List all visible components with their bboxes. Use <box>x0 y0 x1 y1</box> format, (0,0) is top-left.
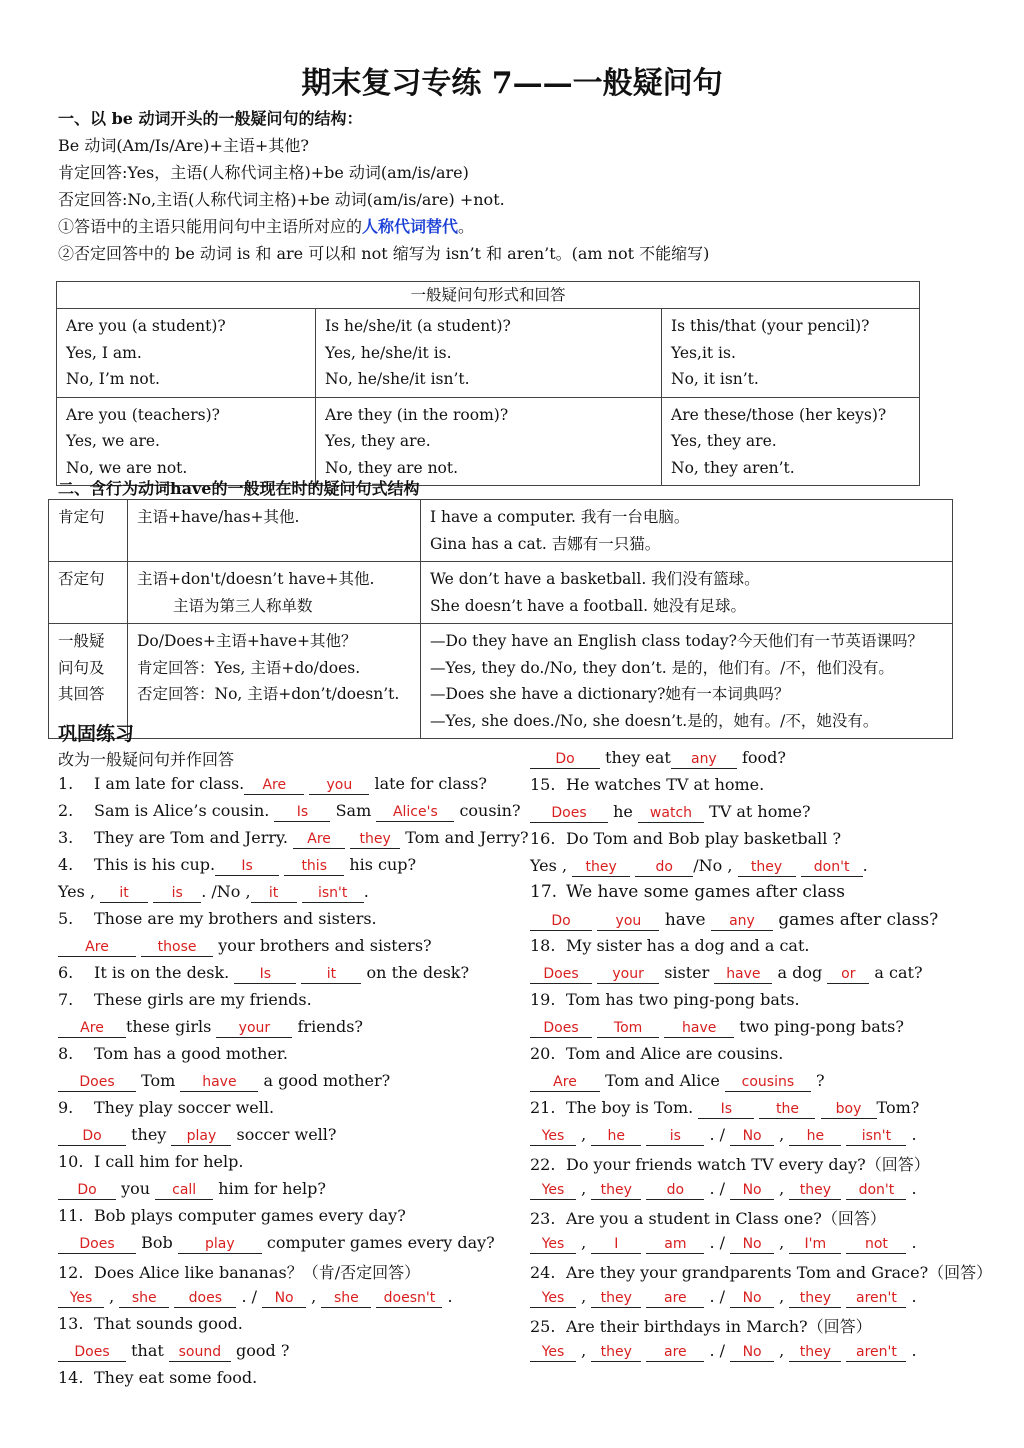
question-22: 22. Do your friends watch TV every day?（回答） <box>530 1155 930 1174</box>
answer-blank[interactable]: Yes <box>58 1289 104 1308</box>
question-20: 20. Tom and Alice are cousins. <box>530 1044 784 1063</box>
question-23: 23. Are you a student in Class one?（回答） <box>530 1209 886 1228</box>
section1-heading: 一、以 be 动词开头的一般疑问句的结构： <box>58 109 363 128</box>
answer-line-25: Yes , they are . / No , they aren't . <box>530 1341 917 1362</box>
table-cell: Is he/she/it (a student)? Yes, he/she/it is. No, he/she/it isn’t. <box>316 309 662 398</box>
answer-line-23: Yes , I am . / No , I'm not . <box>530 1233 917 1254</box>
question-11: 11. Bob plays computer games every day? <box>58 1206 406 1225</box>
be-question-table <box>56 281 920 486</box>
answer-line-17: Do you have any games after class? <box>530 910 938 931</box>
answer-blank[interactable]: they <box>591 1289 641 1308</box>
note-text: ①答语中的主语只能用问句中主语所对应的 <box>58 217 363 236</box>
answer-blank[interactable]: Does <box>530 1019 592 1038</box>
question-7: 7. These girls are my friends. <box>58 990 312 1009</box>
have-question-table <box>48 499 953 739</box>
answer-blank[interactable]: are <box>646 1289 704 1308</box>
answer-blank[interactable]: Yes <box>530 1181 576 1200</box>
answer-line-11: Does Bob play computer games every day? <box>58 1233 495 1254</box>
answer-blank[interactable]: he <box>789 1127 841 1146</box>
answer-blank[interactable]: you <box>597 912 659 931</box>
answer-blank[interactable]: it <box>251 884 297 903</box>
question-4: 4. This is his cup. Is this his cup? <box>58 855 417 874</box>
answer-blank[interactable]: the <box>759 1100 815 1119</box>
answer-blank[interactable]: he <box>591 1127 641 1146</box>
question-1: 1. I am late for class. Are you late for class? <box>58 774 487 793</box>
answer-blank[interactable]: they <box>738 858 796 877</box>
table-cell: —Do they have an English class today?今天他们有一节英语课吗？ —Yes, they do./No, they don’t. 是的，他们有。/不，他们没有。 —Does she have a dictionary?她有一本词典吗？ —Yes, she does./No, she doesn’t.是的，她有。/不，她没有。 <box>421 624 953 739</box>
question-9: 9. They play soccer well. <box>58 1098 275 1117</box>
answer-blank[interactable]: Is <box>215 857 279 876</box>
answer-blank[interactable]: play <box>171 1127 231 1146</box>
question-18: 18. My sister has a dog and a cat. <box>530 936 810 955</box>
question-10: 10. I call him for help. <box>58 1152 244 1171</box>
table-cell: Is this/that (your pencil)? Yes,it is. No, it isn’t. <box>662 309 920 398</box>
note-highlight: 人称代词替代 <box>362 217 459 236</box>
answer-blank[interactable]: Yes <box>530 1127 576 1146</box>
rule-line: Be 动词(Am/Is/Are)+主语+其他? <box>58 136 309 155</box>
answer-blank[interactable]: Is <box>234 965 296 984</box>
answer-line-7: Are these girls your friends? <box>58 1017 363 1038</box>
question-5: 5. Those are my brothers and sisters. <box>58 909 377 928</box>
answer-blank[interactable]: they <box>350 830 400 849</box>
answer-blank[interactable]: isn't <box>302 884 364 903</box>
table-cell: 主语+don't/doesn’t have+其他. 主语为第三人称单数 <box>128 562 421 624</box>
answer-blank[interactable]: Does <box>530 804 608 823</box>
answer-blank[interactable]: Are <box>244 776 304 795</box>
answer-blank[interactable]: doesn't <box>376 1289 442 1308</box>
answer-blank[interactable]: Yes <box>530 1343 576 1362</box>
answer-line-10: Do you call him for help? <box>58 1179 326 1200</box>
question-17: 17. We have some games after class <box>530 882 845 902</box>
question-24: 24. Are they your grandparents Tom and Grace?（回答） <box>530 1263 993 1282</box>
answer-blank[interactable]: Tom <box>597 1019 659 1038</box>
answer-blank[interactable]: cousins <box>725 1073 811 1092</box>
answer-blank[interactable]: she <box>119 1289 169 1308</box>
answer-blank[interactable]: Does <box>530 965 592 984</box>
answer-blank[interactable]: am <box>646 1235 704 1254</box>
answer-blank[interactable]: your <box>597 965 659 984</box>
rule-line: 肯定回答:Yes，主语(人称代词主格)+be 动词(am/is/are) <box>58 163 469 182</box>
answer-blank[interactable]: they <box>572 858 630 877</box>
question-3: 3. They are Tom and Jerry. Are they Tom and Jerry? <box>58 828 529 847</box>
answer-blank[interactable]: is <box>153 884 201 903</box>
section2-heading: 二、含行为动词have的一般现在时的疑问句式结构 <box>58 479 420 498</box>
answer-blank[interactable]: do <box>646 1181 704 1200</box>
answer-blank[interactable]: Does <box>58 1343 126 1362</box>
answer-blank[interactable]: Alice's <box>376 803 454 822</box>
question-16: 16. Do Tom and Bob play basketball ? <box>530 829 842 848</box>
practice-heading: 巩固练习 <box>58 723 135 745</box>
answer-blank[interactable]: have <box>180 1073 258 1092</box>
question-15: 15. He watches TV at home. <box>530 775 765 794</box>
answer-blank[interactable]: Yes <box>530 1289 576 1308</box>
row-label: 一般疑 问句及 其回答 <box>49 624 128 739</box>
answer-blank[interactable]: Is <box>274 803 330 822</box>
note-2: ②否定回答中的 be 动词 is 和 are 可以和 not 缩写为 isn’t 和 aren’t。(am not 不能缩写) <box>58 244 710 263</box>
answer-blank[interactable]: does <box>174 1289 236 1308</box>
table-cell: I have a computer. 我有一台电脑。 Gina has a cat. 吉娜有一只猫。 <box>421 500 953 562</box>
answer-blank[interactable]: this <box>284 857 344 876</box>
answer-line-4: Yes , it is . /No , it isn't . <box>58 882 369 901</box>
answer-blank[interactable]: not <box>846 1235 906 1254</box>
answer-blank[interactable]: aren't <box>846 1343 906 1362</box>
answer-line-15: Does he watch TV at home? <box>530 802 811 823</box>
answer-blank[interactable]: they <box>591 1181 641 1200</box>
answer-line-18: Does your sister have a dog or a cat? <box>530 963 923 984</box>
table-row <box>57 309 920 398</box>
answer-blank[interactable]: Are <box>293 830 345 849</box>
answer-blank[interactable]: Are <box>58 1019 126 1038</box>
question-14: 14. They eat some food. <box>58 1368 258 1387</box>
answer-line-14: Do they eat any food? <box>530 748 786 769</box>
table-row <box>57 397 920 486</box>
answer-line-22: Yes , they do . / No , they don't . <box>530 1179 917 1200</box>
answer-blank[interactable]: Is <box>698 1100 754 1119</box>
answer-blank[interactable]: watch <box>638 804 704 823</box>
answer-blank[interactable]: have <box>664 1019 734 1038</box>
answer-blank[interactable]: No <box>730 1343 774 1362</box>
answer-blank[interactable]: play <box>178 1235 262 1254</box>
answer-blank[interactable]: those <box>141 938 213 957</box>
answer-blank[interactable]: Yes <box>530 1235 576 1254</box>
table-row <box>49 500 953 562</box>
question-19: 19. Tom has two ping-pong bats. <box>530 990 800 1009</box>
table-cell: Do/Does+主语+have+其他？ 肯定回答：Yes, 主语+do/does. 否定回答：No, 主语+don’t/doesn’t. <box>128 624 421 739</box>
answer-blank[interactable]: No <box>730 1127 774 1146</box>
answer-blank[interactable]: any <box>711 912 773 931</box>
answer-blank[interactable]: Are <box>530 1073 600 1092</box>
answer-blank[interactable]: I'm <box>789 1235 841 1254</box>
answer-blank[interactable]: they <box>789 1181 841 1200</box>
answer-blank[interactable]: they <box>789 1343 841 1362</box>
note-1 <box>58 214 474 237</box>
answer-line-19: Does Tom have two ping-pong bats? <box>530 1017 904 1038</box>
table-cell: Are you (teachers)? Yes, we are. No, we are not. <box>57 397 316 486</box>
question-6: 6. It is on the desk. Is it on the desk? <box>58 963 470 982</box>
rule-line: 否定回答:No,主语(人称代词主格)+be 动词(am/is/are) +not. <box>58 190 505 209</box>
answer-blank[interactable]: have <box>714 965 772 984</box>
answer-blank[interactable]: No <box>262 1289 306 1308</box>
answer-blank[interactable]: I <box>591 1235 641 1254</box>
table-cell: 主语+have/has+其他. <box>128 500 421 562</box>
table-row <box>49 624 953 739</box>
answer-blank[interactable]: sound <box>169 1343 231 1362</box>
answer-blank[interactable]: it <box>301 965 361 984</box>
page-title: 期末复习专练 7——一般疑问句 <box>301 66 723 101</box>
question-12: 12. Does Alice like bananas？（肯/否定回答） <box>58 1263 421 1282</box>
answer-blank[interactable]: boy <box>821 1100 877 1119</box>
row-label: 否定句 <box>49 562 128 624</box>
answer-line-9: Do they play soccer well? <box>58 1125 336 1146</box>
question-25: 25. Are their birthdays in March?（回答） <box>530 1317 872 1336</box>
answer-line-24: Yes , they are . / No , they aren't . <box>530 1287 917 1308</box>
answer-blank[interactable]: don't <box>801 858 863 877</box>
answer-blank[interactable]: do <box>635 858 693 877</box>
answer-line-8: Does Tom have a good mother? <box>58 1071 390 1092</box>
answer-blank[interactable]: aren't <box>846 1289 906 1308</box>
answer-blank[interactable]: you <box>309 776 369 795</box>
answer-line-16: Yes , they do /No , they don't . <box>530 856 868 875</box>
answer-blank[interactable]: No <box>730 1181 774 1200</box>
question-2: 2. Sam is Alice’s cousin. Is Sam Alice's cousin? <box>58 801 521 820</box>
row-label: 肯定句 <box>49 500 128 562</box>
practice-instruction: 改为一般疑问句并作回答 <box>58 750 235 769</box>
table-row <box>49 562 953 624</box>
answer-blank[interactable]: are <box>646 1343 704 1362</box>
note-text: 。 <box>458 217 475 236</box>
answer-blank[interactable]: is <box>646 1127 704 1146</box>
answer-line-12: Yes , she does . / No , she doesn't . <box>58 1287 453 1308</box>
question-8: 8. Tom has a good mother. <box>58 1044 288 1063</box>
question-13: 13. That sounds good. <box>58 1314 243 1333</box>
table-cell: We don’t have a basketball. 我们没有篮球。 She doesn’t have a football. 她没有足球。 <box>421 562 953 624</box>
answer-blank[interactable]: it <box>100 884 148 903</box>
answer-blank[interactable]: any <box>671 750 737 769</box>
answer-blank[interactable]: Do <box>530 750 600 769</box>
answer-blank[interactable]: she <box>321 1289 371 1308</box>
answer-blank[interactable]: No <box>730 1289 774 1308</box>
answer-blank[interactable]: your <box>216 1019 292 1038</box>
answer-line-21: Yes , he is . / No , he isn't . <box>530 1125 917 1146</box>
answer-blank[interactable]: No <box>730 1235 774 1254</box>
table-caption: 一般疑问句形式和回答 <box>57 282 920 309</box>
answer-blank[interactable]: Does <box>58 1235 136 1254</box>
answer-line-5: Are those your brothers and sisters? <box>58 936 432 957</box>
answer-blank[interactable]: Does <box>58 1073 136 1092</box>
answer-blank[interactable]: call <box>155 1181 213 1200</box>
question-21: 21. The boy is Tom. Is the boy Tom? <box>530 1098 920 1117</box>
answer-blank[interactable]: isn't <box>846 1127 906 1146</box>
answer-line-20: Are Tom and Alice cousins ? <box>530 1071 825 1092</box>
table-cell: Are they (in the room)? Yes, they are. No, they are not. <box>316 397 662 486</box>
answer-blank[interactable]: Are <box>58 938 136 957</box>
table-cell: Are you (a student)? Yes, I am. No, I’m not. <box>57 309 316 398</box>
answer-blank[interactable]: Do <box>58 1181 116 1200</box>
answer-line-13: Does that sound good ? <box>58 1341 289 1362</box>
answer-blank[interactable]: Do <box>530 912 592 931</box>
answer-blank[interactable]: or <box>827 965 869 984</box>
answer-blank[interactable]: they <box>591 1343 641 1362</box>
answer-blank[interactable]: they <box>789 1289 841 1308</box>
answer-blank[interactable]: Do <box>58 1127 126 1146</box>
table-cell: Are these/those (her keys)? Yes, they are. No, they aren’t. <box>662 397 920 486</box>
answer-blank[interactable]: don't <box>846 1181 906 1200</box>
